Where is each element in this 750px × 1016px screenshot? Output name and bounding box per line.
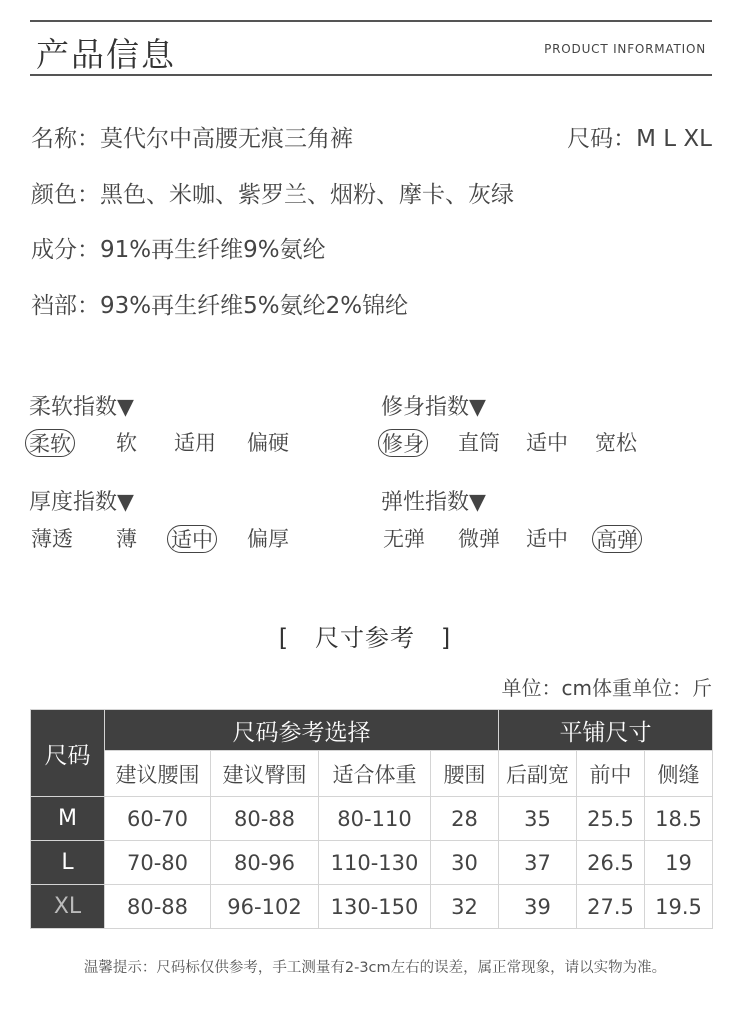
- table-cell: 25.5: [577, 797, 645, 841]
- thickness-option: 薄透: [31, 527, 73, 551]
- elasticity-option: 适中: [526, 527, 568, 551]
- table-cell: 19.5: [645, 885, 713, 929]
- table-cell: 19: [645, 841, 713, 885]
- table-row: [31, 797, 713, 841]
- fit-option: 宽松: [595, 431, 637, 455]
- size-table: [30, 709, 713, 929]
- softness-option: 适用: [174, 431, 216, 455]
- flat-group-header: 平铺尺寸: [499, 710, 713, 751]
- size-column-header: 尺码: [31, 710, 105, 797]
- fit-index-title: 修身指数▼: [381, 395, 486, 420]
- table-cell: 37: [499, 841, 577, 885]
- thickness-option: 偏厚: [247, 527, 289, 551]
- size-cell: L: [31, 841, 105, 885]
- elasticity-option: 微弹: [458, 527, 500, 551]
- product-crotch-composition: 裆部：93%再生纤维5%氨纶2%锦纶: [31, 293, 409, 319]
- table-cell: 60-70: [105, 797, 211, 841]
- table-row: [31, 841, 713, 885]
- table-cell: 28: [431, 797, 499, 841]
- size-reference-title: [ 尺寸参考 ]: [278, 624, 452, 652]
- column-header: 建议腰围: [105, 751, 211, 797]
- size-cell: M: [31, 797, 105, 841]
- size-footnote: 温馨提示：尺码标仅供参考，手工测量有2-3cm左右的误差，属正常现象，请以实物为准。: [83, 960, 667, 976]
- table-cell: 130-150: [319, 885, 431, 929]
- softness-option: 偏硬: [247, 431, 289, 455]
- product-colors: 颜色：黑色、米咖、紫罗兰、烟粉、摩卡、灰绿: [31, 182, 514, 208]
- column-header: 侧缝: [645, 751, 713, 797]
- table-cell: 35: [499, 797, 577, 841]
- fit-option: 适中: [526, 431, 568, 455]
- size-cell: XL: [31, 885, 105, 929]
- page-subtitle: PRODUCT INFORMATION: [544, 42, 706, 56]
- table-cell: 18.5: [645, 797, 713, 841]
- thickness-option-selected: 适中: [167, 525, 217, 553]
- table-cell: 70-80: [105, 841, 211, 885]
- column-header: 前中: [577, 751, 645, 797]
- page-title: 产品信息: [36, 35, 176, 74]
- column-header: 后副宽: [499, 751, 577, 797]
- table-cell: 96-102: [211, 885, 319, 929]
- product-composition: 成分：91%再生纤维9%氨纶: [31, 237, 326, 263]
- table-cell: 110-130: [319, 841, 431, 885]
- table-cell: 39: [499, 885, 577, 929]
- table-cell: 80-88: [105, 885, 211, 929]
- table-cell: 80-88: [211, 797, 319, 841]
- recommend-group-header: 尺码参考选择: [105, 710, 499, 751]
- softness-option-selected: 柔软: [25, 429, 75, 457]
- table-cell: 32: [431, 885, 499, 929]
- softness-option: 软: [116, 431, 137, 455]
- elasticity-option: 无弹: [383, 527, 425, 551]
- header-top-rule: [30, 20, 712, 22]
- elasticity-option-selected: 高弹: [592, 525, 642, 553]
- table-cell: 26.5: [577, 841, 645, 885]
- thickness-index-title: 厚度指数▼: [29, 490, 134, 515]
- table-cell: 27.5: [577, 885, 645, 929]
- softness-index-title: 柔软指数▼: [29, 395, 134, 420]
- column-header: 腰围: [431, 751, 499, 797]
- fit-option: 直筒: [458, 431, 500, 455]
- header-bottom-rule: [30, 74, 712, 76]
- elasticity-index-title: 弹性指数▼: [381, 490, 486, 515]
- table-cell: 80-96: [211, 841, 319, 885]
- table-row: [31, 885, 713, 929]
- column-header: 适合体重: [319, 751, 431, 797]
- table-cell: 80-110: [319, 797, 431, 841]
- fit-option-selected: 修身: [378, 429, 428, 457]
- product-name: 名称：莫代尔中高腰无痕三角裤: [31, 126, 353, 152]
- column-header: 建议臀围: [211, 751, 319, 797]
- unit-note: 单位：cm体重单位：斤: [501, 676, 712, 700]
- thickness-option: 薄: [116, 527, 137, 551]
- table-cell: 30: [431, 841, 499, 885]
- product-sizes: 尺码：M L XL: [567, 126, 712, 152]
